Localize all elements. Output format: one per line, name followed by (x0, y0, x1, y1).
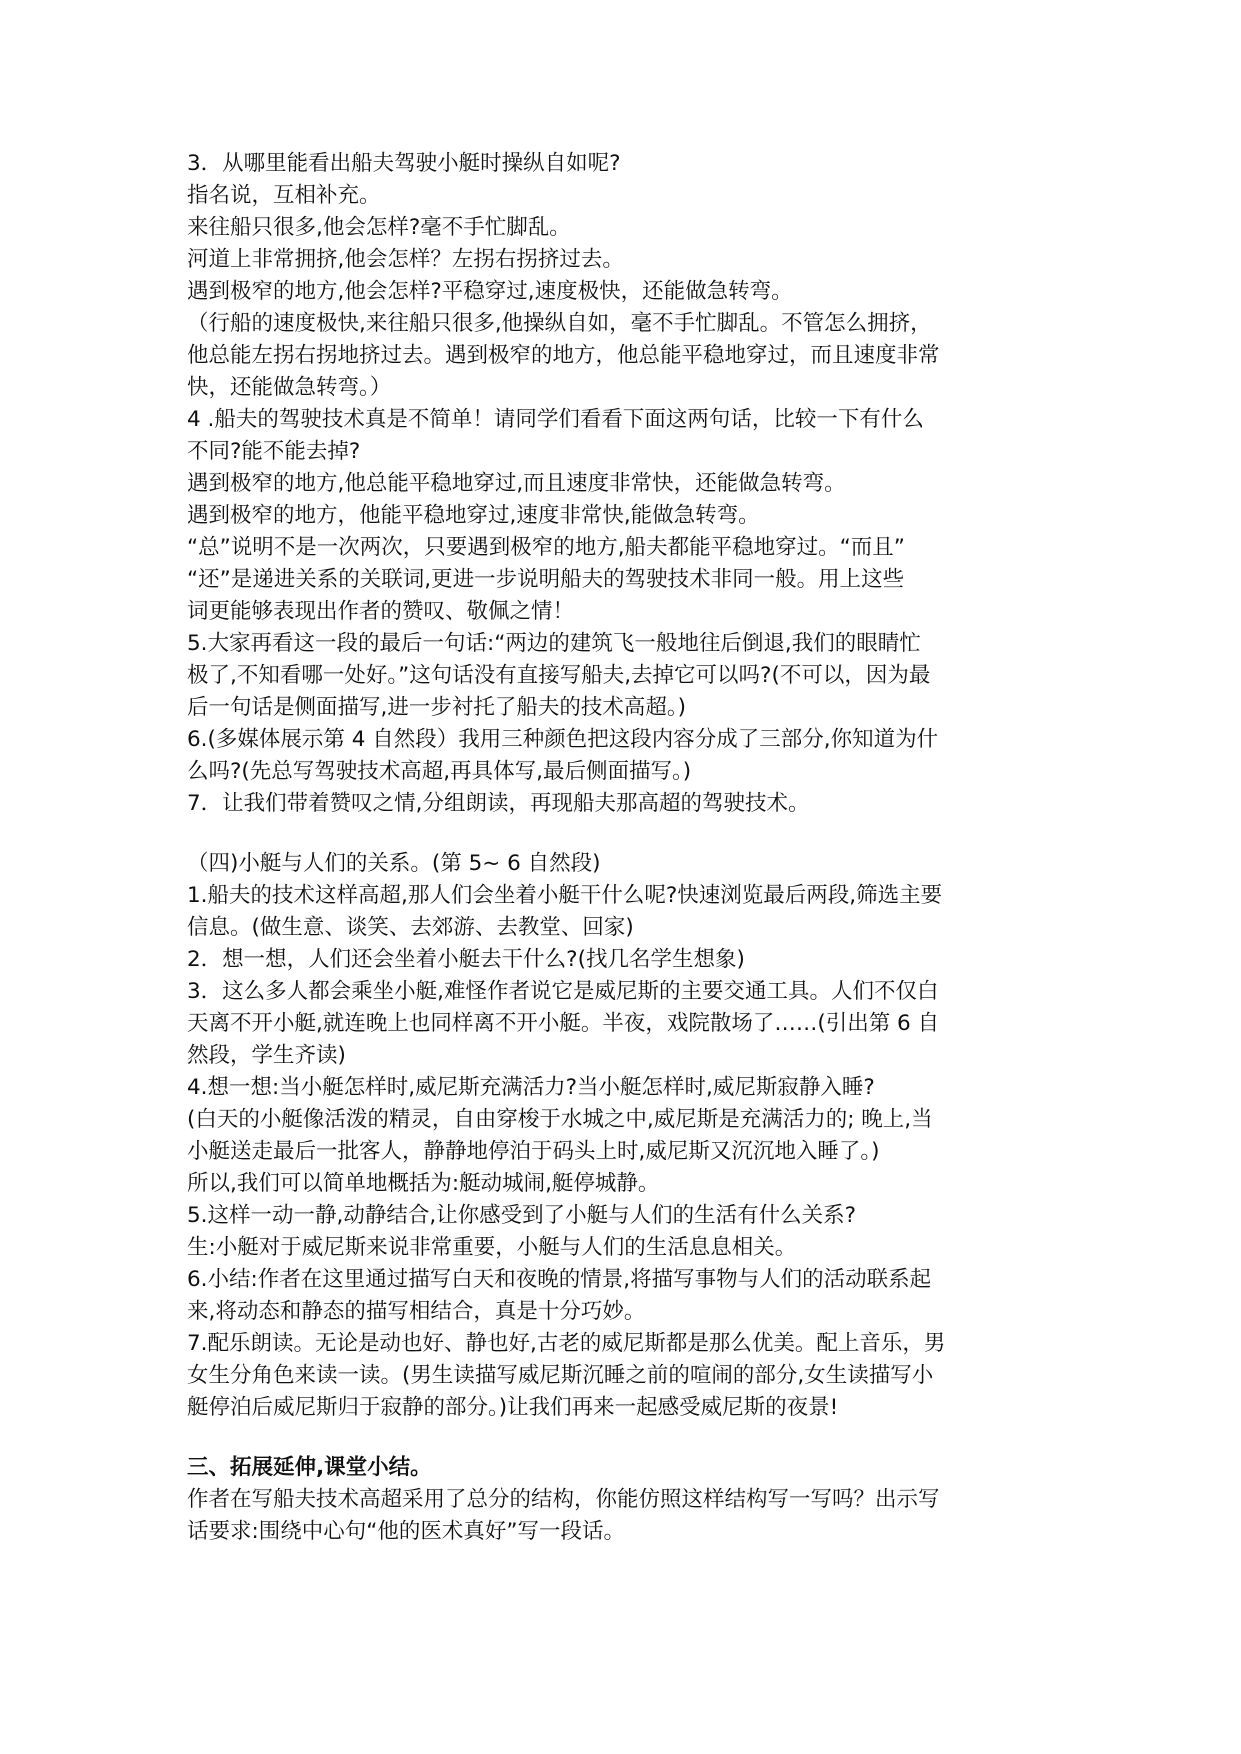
paragraph-gap (187, 1424, 1067, 1452)
text-line: 来往船只很多,他会怎样?毫不手忙脚乱。 (187, 215, 571, 240)
section-heading: 三、拓展延伸,课堂小结。 (187, 1455, 432, 1480)
text-line: 然段，学生齐读) (187, 1043, 346, 1068)
section-boat-driving (187, 148, 1067, 820)
text-line: 5.大家再看这一段的最后一句话:“两边的建筑飞一般地往后倒退,我们的眼睛忙 (187, 631, 921, 656)
text-line: 7.配乐朗读。无论是动也好、静也好,古老的威尼斯都是那么优美。配上音乐，男 (187, 1331, 946, 1356)
text-line: 6.小结:作者在这里通过描写白天和夜晚的情景,将描写事物与人们的活动联系起 (187, 1267, 932, 1292)
text-line: 4.想一想:当小艇怎样时,威尼斯充满活力?当小艇怎样时,威尼斯寂静入睡? (187, 1075, 875, 1100)
text-line: 所以,我们可以简单地概括为:艇动城闹,艇停城静。 (187, 1171, 660, 1196)
text-line: 3．这么多人都会乘坐小艇,难怪作者说它是威尼斯的主要交通工具。人们不仅白 (187, 979, 939, 1004)
text-line: 小艇送走最后一批客人，静静地停泊于码头上时,威尼斯又沉沉地入睡了。) (187, 1139, 880, 1164)
text-line: 他总能左拐右拐地挤过去。遇到极窄的地方，他总能平稳地穿过，而且速度非常 (187, 343, 940, 368)
text-line: 极了,不知看哪一处好。”这句话没有直接写船夫,去掉它可以吗?(不可以，因为最 (187, 663, 931, 688)
text-line: 3．从哪里能看出船夫驾驶小艇时操纵自如呢? (187, 151, 621, 176)
text-line: 河道上非常拥挤,他会怎样？左拐右拐挤过去。 (187, 247, 624, 272)
text-line: 信息。(做生意、谈笑、去郊游、去教堂、回家) (187, 915, 634, 940)
text-line: “还”是递进关系的关联词,更进一步说明船夫的驾驶技术非同一般。用上这些 (187, 567, 905, 592)
text-line: 遇到极窄的地方,他会怎样?平稳穿过,速度极快，还能做急转弯。 (187, 279, 793, 304)
text-line: 2．想一想，人们还会坐着小艇去干什么?(找几名学生想象) (187, 947, 745, 972)
text-line: 生:小艇对于威尼斯来说非常重要，小艇与人们的生活息息相关。 (187, 1235, 797, 1260)
text-line: 天离不开小艇,就连晚上也同样离不开小艇。半夜，戏院散场了……(引出第 6 自 (187, 1011, 940, 1036)
text-line: 女生分角色来读一读。(男生读描写威尼斯沉睡之前的喧闹的部分,女生读描写小 (187, 1363, 934, 1388)
text-line: 艇停泊后威尼斯归于寂静的部分。)让我们再来一起感受威尼斯的夜景! (187, 1395, 839, 1420)
text-line: 1.船夫的技术这样高超,那人们会坐着小艇干什么呢?快速浏览最后两段,筛选主要 (187, 883, 943, 908)
text-line: 遇到极窄的地方,他总能平稳地穿过,而且速度非常快，还能做急转弯。 (187, 471, 846, 496)
text-line: 话要求:围绕中心句“他的医术真好”写一段话。 (187, 1519, 626, 1544)
text-line: 后一句话是侧面描写,进一步衬托了船夫的技术高超。) (187, 695, 686, 720)
text-line: 来,将动态和静态的描写相结合，真是十分巧妙。 (187, 1299, 646, 1324)
text-line: 4 .船夫的驾驶技术真是不简单！请同学们看看下面这两句话，比较一下有什么 (187, 407, 924, 432)
text-line: 快，还能做急转弯。） (187, 375, 392, 400)
text-line: 6.(多媒体展示第 4 自然段）我用三种颜色把这段内容分成了三部分,你知道为什 (187, 727, 939, 752)
text-line: 作者在写船夫技术高超采用了总分的结构，你能仿照这样结构写一写吗？出示写 (187, 1487, 940, 1512)
text-line: 不同?能不能去掉? (187, 439, 361, 464)
text-line: “总”说明不是一次两次，只要遇到极窄的地方,船夫都能平稳地穿过。“而且” (187, 535, 905, 560)
text-line: 词更能够表现出作者的赞叹、敬佩之情！ (187, 599, 575, 624)
document-body (187, 148, 1067, 1548)
text-line: （四)小艇与人们的关系。(第 5~ 6 自然段) (187, 851, 601, 876)
section-boat-and-people (187, 848, 1067, 1424)
text-line: （行船的速度极快,来往船只很多,他操纵自如，毫不手忙脚乱。不管怎么拥挤， (187, 311, 932, 336)
text-line: 么吗?(先总写驾驶技术高超,再具体写,最后侧面描写。) (187, 759, 692, 784)
text-line: 5.这样一动一静,动静结合,让你感受到了小艇与人们的生活有什么关系? (187, 1203, 857, 1228)
text-line: 7．让我们带着赞叹之情,分组朗读，再现船夫那高超的驾驶技术。 (187, 791, 810, 816)
section-extension (187, 1452, 1067, 1548)
text-line: 遇到极窄的地方，他能平稳地穿过,速度非常快,能做急转弯。 (187, 503, 760, 528)
text-line: 指名说，互相补充。 (187, 183, 381, 208)
paragraph-gap (187, 820, 1067, 848)
text-line: (白天的小艇像活泼的精灵，自由穿梭于水城之中,威尼斯是充满活力的; 晚上,当 (187, 1107, 933, 1132)
